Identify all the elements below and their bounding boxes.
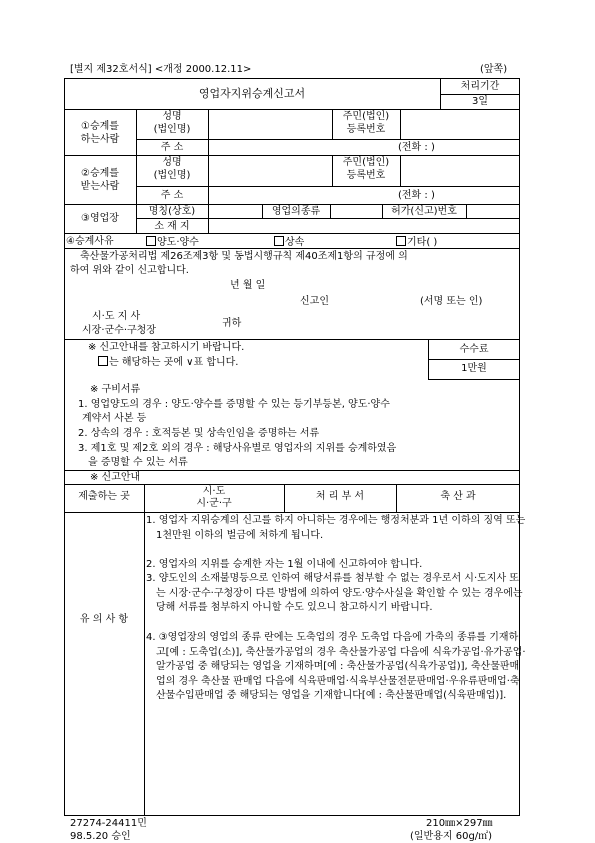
transferor-name-label-1: 성명 [162,111,182,122]
note-2: 2. 영업자의 지위를 승계한 자는 1월 이내에 신고하여야 합니다. [146,559,423,570]
fee-value: 1만원 [461,363,487,374]
note-3: 3. 양도인의 소재불명등으로 인하여 해당서류를 첨부할 수 없는 경우로서 시·도지사 또는 시장·군수·구청장이 다른 방법에 의하여 양도·양수사실을 확인할 수 있는 경우에는 당해 서류를 첨부하지 아니할 수도 있으니 참고하시기 바랍니다. [146,573,523,614]
section-transferee-1: ②승계를 [81,168,119,179]
recipient-governor: 시·도 지 사 [92,311,141,322]
processing-value: 3일 [471,96,489,107]
note-4: 4. ③영업장의 영업의 종류 란에는 도축업의 경우 도축업 다음에 가축의 종류를 기재하고[예 : 도축업(소)], 축산물가공업의 경우 축산물가공업 다음에 식육가공업·유가공업·알가공업 중 해당되는 영업을 기재하며[예 : 축산물가공업(식육가공업)], 축산물판매업의 경우 축산물 판매업 다음에 식육판매업·식육부산물전문판매업·우유류판매업·축산물수입판매업 중 해당되는 영업을 기재합니다[예 : 축산물판매업(식육판매업)]. [146,632,526,702]
checkbox-icon[interactable] [274,236,284,246]
transferor-phone: (전화 : ) [398,142,435,153]
business-name-label: 명칭(상호) [148,206,196,217]
approval-date: 98.5.20 승인 [70,831,131,842]
fee-label: 수수료 [459,344,489,355]
document-item-3-cont: 을 증명할 수 있는 서류 [88,457,188,468]
section-transferor-2: 하는사람 [80,134,120,145]
notice-heading: ※ 신고안내 [90,472,141,483]
checkbox-icon [98,356,108,366]
paper-type: (일반용지 60g/㎡) [410,831,493,842]
declaration-date: 년 월 일 [230,280,266,291]
reason-option-transfer-label: 양도·양수 [157,237,199,248]
section-transferee-2: 받는사람 [80,181,120,192]
document-item-2: 2. 상속의 경우 : 호적등본 및 상속인임을 증명하는 서류 [78,428,320,439]
document-item-1-cont: 계약서 사본 등 [82,413,147,424]
submit-to-1: 시·도 [202,486,226,497]
page-side: (앞쪽) [480,64,508,75]
transferor-id-label-1: 주민(법인) [342,111,390,122]
declaration-line-1: 축산물가공처리법 제26조제3항 및 동법시행규칙 제40조제1항의 규정에 의 [80,251,408,262]
section-reason: ④승계사유 [66,236,114,247]
guide-line-2-text: 는 해당하는 곳에 ∨표 합니다. [109,357,239,368]
business-permit-label: 허가(신고)번호 [391,206,457,217]
checkbox-icon[interactable] [396,236,406,246]
submit-label: 제출하는 곳 [78,491,130,502]
transferee-name-label-2: (법인명) [153,170,191,181]
checkbox-icon[interactable] [146,236,156,246]
transferee-name-label-1: 성명 [162,157,182,168]
transferee-id-label-2: 등록번호 [346,170,386,181]
form-title: 영업자지위승계신고서 [198,87,306,100]
declarant-label: 신고인 [300,296,329,307]
recipient-mayor: 시장·군수·구청장 [82,325,156,336]
guide-line-2 [98,356,238,369]
section-business: ③영업장 [81,213,119,224]
dept-label: 처 리 부 서 [315,491,365,502]
document-item-3: 3. 제1호 및 제2호 외의 경우 : 해당사유별로 영업자의 지위를 승계하였음 [78,443,397,454]
transferee-id-label-1: 주민(법인) [342,157,390,168]
processing-label: 처리기간 [460,81,500,92]
submit-to-2: 시·군·구 [196,498,232,509]
transferor-address-label: 주 소 [160,142,184,153]
dept-value: 축 산 과 [440,491,476,502]
document-item-1: 1. 영업양도의 경우 : 양도·양수를 증명할 수 있는 등기부등본, 양도·양수 [78,399,390,410]
declaration-line-2: 하여 위와 같이 신고합니다. [70,265,189,276]
form-id: [별지 제32호서식] <개정 2000.12.11> [70,64,252,75]
caution-label: 유 의 사 항 [79,614,129,625]
note-1: 1. 영업자 지위승계의 신고를 하지 아니하는 경우에는 행정처분과 1년 이하의 징역 또는 1천만원 이하의 벌금에 처하게 됩니다. [146,515,526,541]
paper-size: 210㎜×297㎜ [426,818,493,829]
transferee-phone: (전화 : ) [398,190,435,201]
business-type-label: 영업의종류 [271,206,321,217]
reason-option-inherit-label: 상속 [285,237,305,248]
documents-heading: ※ 구비서류 [90,384,141,395]
section-transferor-1: ①승계를 [81,121,119,132]
form-code: 27274-24411민 [70,818,147,829]
transferor-name-label-2: (법인명) [153,124,191,135]
business-location-label: 소 재 지 [154,221,190,232]
transferee-address-label: 주 소 [160,190,184,201]
signature-label: (서명 또는 인) [420,296,483,307]
reason-option-other-label: 기타( ) [407,237,438,248]
honorific: 귀하 [222,318,242,329]
guide-line-1: ※ 신고안내를 참고하시기 바랍니다. [88,342,245,353]
transferor-id-label-2: 등록번호 [346,124,386,135]
